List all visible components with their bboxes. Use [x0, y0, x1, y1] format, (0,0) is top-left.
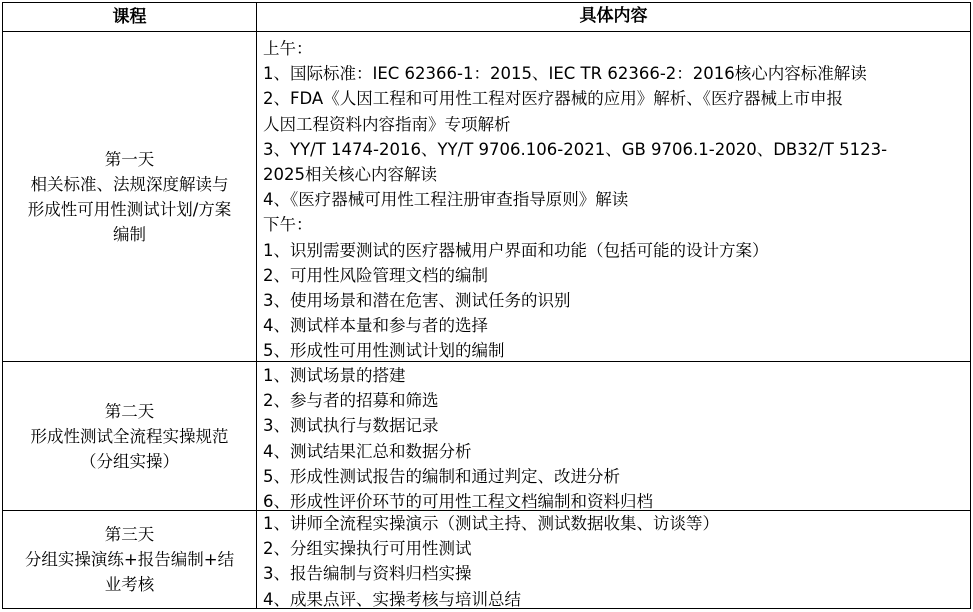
content-line: 上午：	[263, 39, 313, 58]
course-title-line: （分组实操）	[80, 451, 179, 471]
content-line: 1、讲师全流程实操演示（测试主持、测试数据收集、访谈等）	[263, 514, 719, 533]
course-title-line: 编制	[113, 224, 146, 244]
content-line: 4、测试结果汇总和数据分析	[263, 441, 472, 461]
content-cell	[257, 362, 970, 510]
content-line: 2、FDA《人因工程和可用性工程对医疗器械的应用》解析、《医疗器械上市申报	[263, 89, 843, 109]
content-line: 3、测试执行与数据记录	[263, 416, 439, 436]
course-cell	[3, 32, 257, 361]
content-cell	[257, 32, 970, 361]
content-cell	[257, 511, 970, 608]
content-line: 2025相关核心内容解读	[263, 165, 437, 185]
content-line: 2、可用性风险管理文档的编制	[263, 265, 488, 285]
content-line: 5、形成性可用性测试计划的编制	[263, 341, 505, 361]
content-line: 1、国际标准：IEC 62366-1：2015、IEC TR 62366-2：2016核心内容标准解读	[263, 64, 867, 84]
content-line: 1、测试场景的搭建	[263, 366, 406, 385]
content-line: 人因工程资料内容指南》专项解析	[263, 114, 511, 134]
content-line: 4、测试样本量和参与者的选择	[263, 316, 488, 336]
content-line: 下午：	[263, 215, 313, 235]
content-line: 2、分组实操执行可用性测试	[263, 539, 472, 559]
content-line: 1、识别需要测试的医疗器械用户界面和功能（包括可能的设计方案）	[263, 240, 769, 260]
course-schedule-table	[2, 2, 971, 609]
content-line: 5、形成性测试报告的编制和通过判定、改进分析	[263, 466, 620, 486]
course-title-line: 相关标准、法规深度解读与	[30, 174, 229, 194]
table-row	[3, 32, 970, 362]
table-header-row	[3, 3, 970, 32]
day-label: 第一天	[104, 149, 155, 169]
header-content: 具体内容	[579, 6, 648, 27]
table-row	[3, 362, 970, 511]
content-line: 3、报告编制与资料归档实操	[263, 564, 472, 584]
course-title-line: 形成性可用性测试计划/方案	[27, 199, 232, 219]
content-line: 2、参与者的招募和筛选	[263, 391, 439, 411]
content-line: 6、形成性评价环节的可用性工程文档编制和资料归档	[263, 492, 653, 512]
content-line: 3、YY/T 1474-2016、YY/T 9706.106-2021、GB 9706.1-2020、DB32/T 5123-	[263, 139, 888, 159]
content-line: 3、使用场景和潜在危害、测试任务的识别	[263, 291, 571, 311]
content-line: 4、成果点评、实操考核与培训总结	[263, 589, 521, 609]
table-row	[3, 511, 970, 608]
course-title-line: 分组实操演练+报告编制+结	[24, 550, 235, 569]
day-label: 第二天	[104, 401, 155, 421]
course-title-line: 形成性测试全流程实操规范	[30, 426, 229, 446]
header-course: 课程	[3, 3, 257, 31]
course-cell	[3, 362, 257, 510]
course-cell	[3, 511, 257, 608]
content-line: 4、《医疗器械可用性工程注册审查指导原则》解读	[263, 190, 629, 210]
day-label: 第三天	[104, 525, 155, 544]
course-title-line: 业考核	[104, 575, 155, 594]
